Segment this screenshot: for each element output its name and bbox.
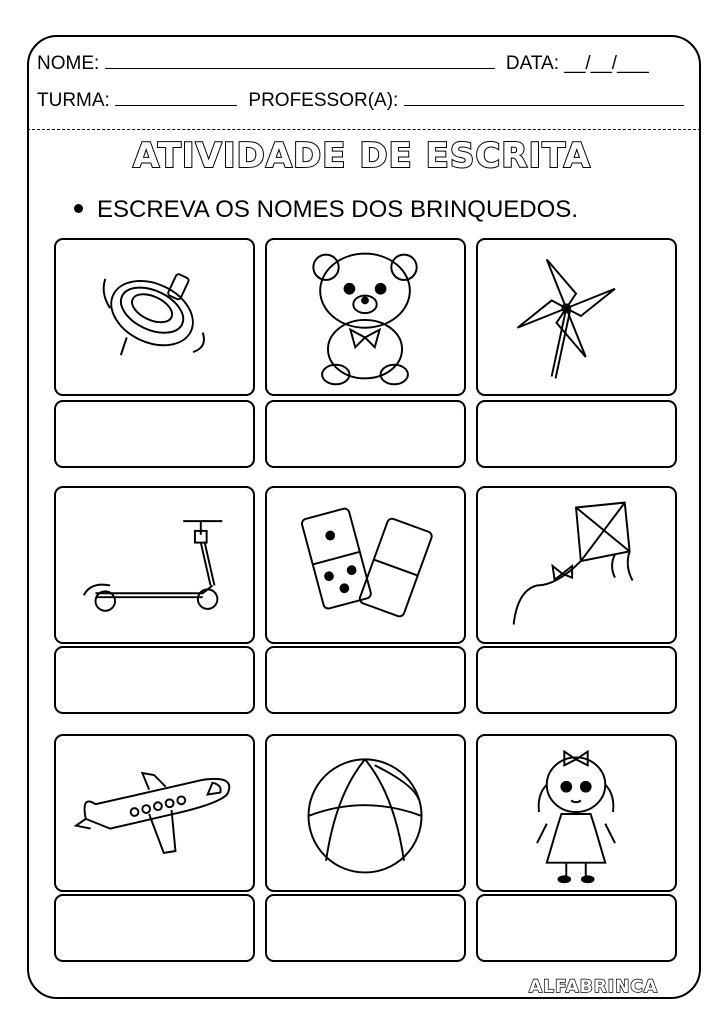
- date-label: DATA:: [505, 53, 559, 74]
- answer-box-9[interactable]: [476, 894, 677, 962]
- instruction: [74, 196, 578, 224]
- answer-box-4[interactable]: [54, 646, 255, 714]
- answer-box-1[interactable]: [54, 400, 255, 468]
- answer-box-3[interactable]: [476, 400, 677, 468]
- doll-icon: [478, 736, 675, 890]
- answer-box-5[interactable]: [265, 646, 466, 714]
- pinwheel-icon: [478, 240, 675, 394]
- toy-card-pinwheel: [476, 238, 677, 396]
- toy-card-scooter: [54, 486, 255, 644]
- brand-logo: ALFABRINCA: [528, 977, 658, 997]
- dominoes-icon: [267, 488, 464, 642]
- toy-card-airplane: [54, 734, 255, 892]
- instruction-text: ESCREVA OS NOMES DOS BRINQUEDOS.: [97, 196, 578, 223]
- toy-card-kite: [476, 486, 677, 644]
- toy-card-beach-ball: [265, 734, 466, 892]
- answer-box-8[interactable]: [265, 894, 466, 962]
- name-field[interactable]: [105, 50, 495, 69]
- kite-icon: [478, 488, 675, 642]
- student-info-header: [27, 35, 701, 130]
- beach-ball-icon: [267, 736, 464, 890]
- toy-card-teddy-bear: [265, 238, 466, 396]
- teddy-bear-icon: [267, 240, 464, 394]
- class-label: TURMA:: [37, 90, 110, 111]
- teacher-label: PROFESSOR(A):: [248, 90, 399, 111]
- class-field[interactable]: [115, 87, 237, 106]
- answer-box-7[interactable]: [54, 894, 255, 962]
- scooter-icon: [56, 488, 253, 642]
- toy-card-dominoes: [265, 486, 466, 644]
- toy-card-doll: [476, 734, 677, 892]
- name-label: NOME:: [37, 53, 100, 74]
- page-title: ATIVIDADE DE ESCRITA: [133, 136, 591, 176]
- answer-box-6[interactable]: [476, 646, 677, 714]
- toy-card-spinning-top: [54, 238, 255, 396]
- answer-box-2[interactable]: [265, 400, 466, 468]
- date-field[interactable]: __/__/___: [564, 53, 649, 74]
- name-row: [37, 50, 649, 75]
- class-row: [37, 87, 684, 112]
- bullet-icon: [74, 204, 83, 213]
- airplane-icon: [56, 736, 253, 890]
- spinning-top-icon: [56, 240, 253, 394]
- teacher-field[interactable]: [404, 87, 684, 106]
